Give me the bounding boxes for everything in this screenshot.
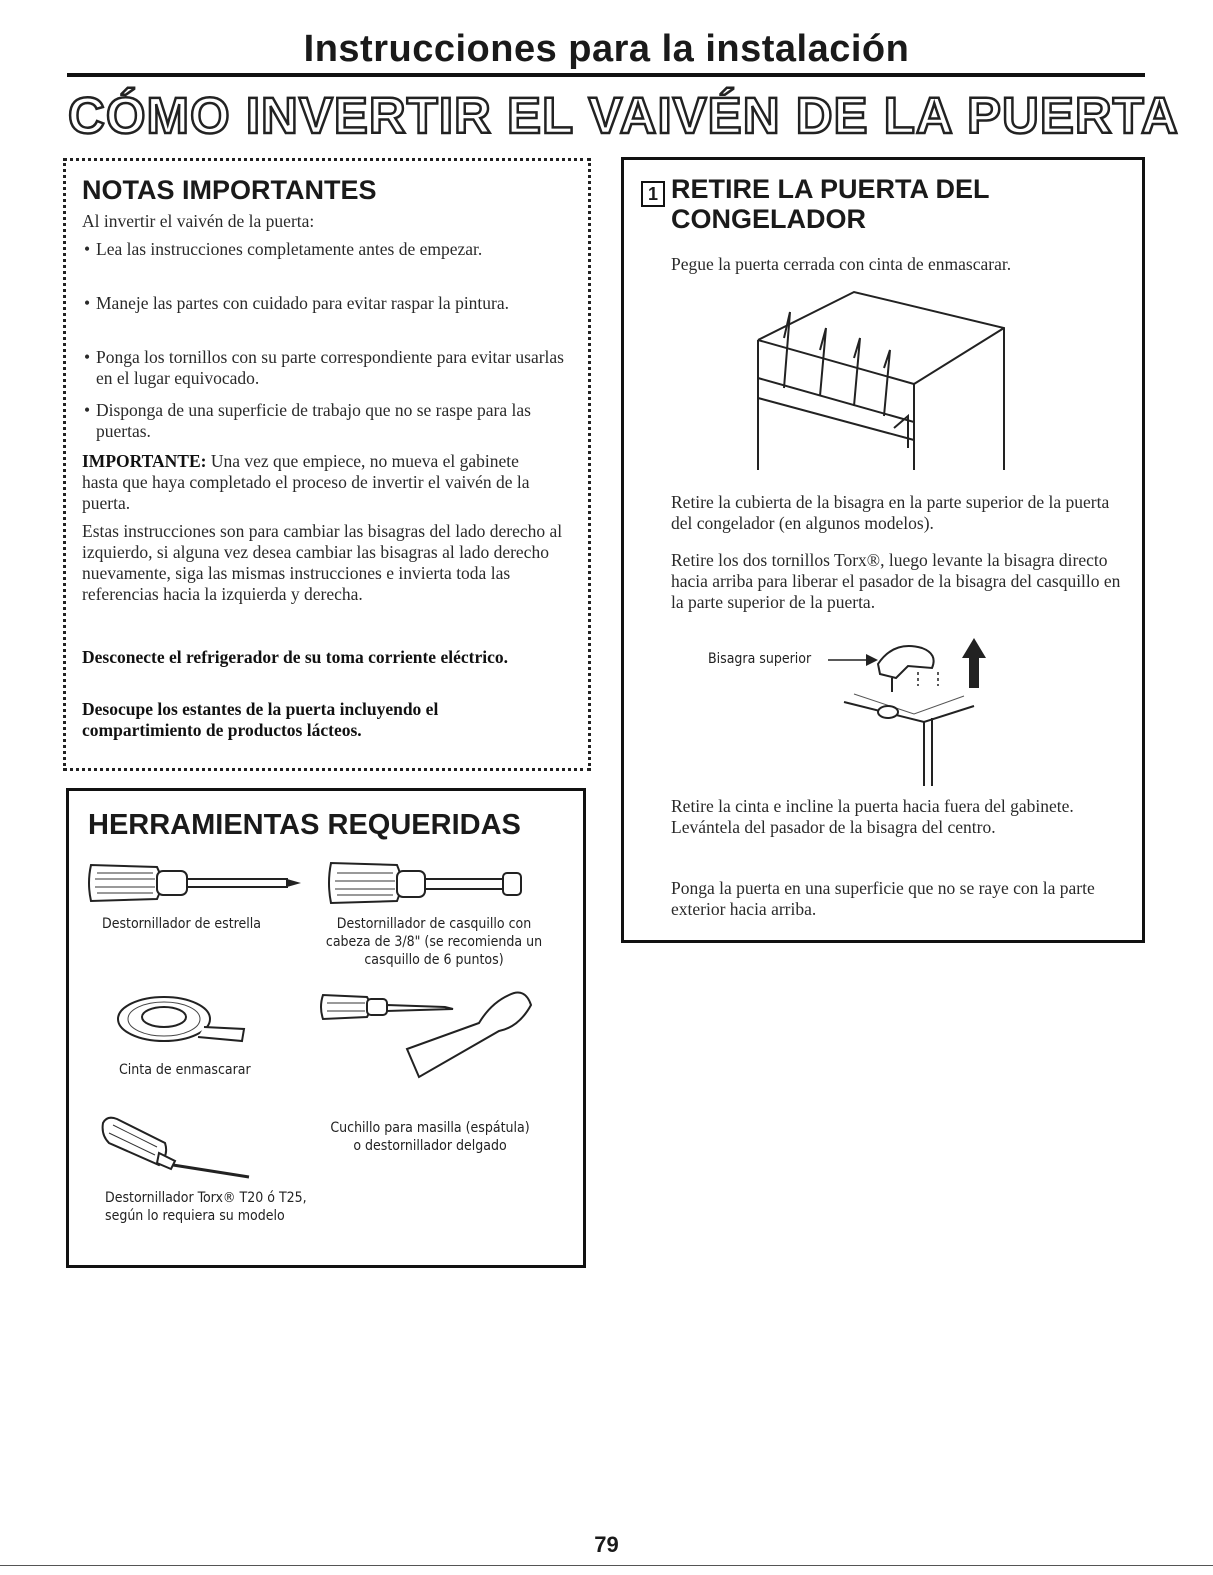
- bullet-dot-icon: •: [84, 347, 91, 367]
- phillips-screwdriver-icon: [87, 859, 303, 907]
- top-hinge-illustration: [814, 630, 1014, 790]
- socket-driver-icon: [327, 857, 527, 909]
- step-paragraph-cover: Retire la cubierta de la bisagra en la parte superior de la puerta del congelador (en algunos modelos).: [671, 492, 1110, 533]
- phillips-caption: Destornillador de estrella: [102, 916, 261, 932]
- notes-warning-shelves: Desocupe los estantes de la puerta incluyendo el compartimiento de productos lácteos.: [82, 699, 439, 740]
- taped-freezer-door-illustration: [744, 288, 1014, 474]
- notes-bullet: [84, 239, 570, 260]
- bullet-dot-icon: •: [84, 293, 91, 313]
- step-title: RETIRE LA PUERTA DEL CONGELADOR: [671, 174, 990, 234]
- socket-caption: Destornillador de casquillo con cabeza de 3/8" (se recomienda un casquillo de 6 puntos): [325, 916, 543, 968]
- notes-paragraph: Estas instrucciones son para cambiar las bisagras del lado derecho al izquierdo, si alguna vez desea cambiar las bisagras al lado derecho nuevamente, siga las mismas instrucciones e invierta toda las referencias hacia la izquierda y derecha.: [82, 521, 563, 604]
- page-header-title: Instrucciones para la instalación: [303, 28, 910, 70]
- putty-knife-icon: [319, 987, 539, 1097]
- step-paragraph-tilt: Retire la cinta e incline la puerta hacia fuera del gabinete. Levántela del pasador de la bisagra del centro.: [671, 796, 1074, 837]
- notes-important: [82, 451, 542, 514]
- putty-knife-caption: Cuchillo para masilla (espátula) o destornillador delgado: [330, 1120, 530, 1154]
- important-text: Una vez que empiece, no mueva el gabinete hasta que haya completado el proceso de invertir el vaivén de la puerta.: [82, 451, 530, 513]
- step-number: 1: [641, 181, 665, 207]
- notes-warning-disconnect: Desconecte el refrigerador de su toma corriente eléctrico.: [82, 647, 508, 667]
- bullet-text: Ponga los tornillos con su parte correspondiente para evitar usarlas en el lugar equivocado.: [96, 347, 564, 388]
- step-paragraph-screws: Retire los dos tornillos Torx®, luego levante la bisagra directo hacia arriba para liberar el pasador de la bisagra del casquillo en la parte superior de la puerta.: [671, 550, 1121, 612]
- bullet-text: Lea las instrucciones completamente antes de empezar.: [96, 239, 483, 259]
- masking-tape-icon: [114, 991, 254, 1049]
- bullet-dot-icon: •: [84, 400, 91, 420]
- step-paragraph-tape: Pegue la puerta cerrada con cinta de enmascarar.: [671, 254, 1012, 274]
- important-notes-box: [63, 158, 591, 771]
- bullet-dot-icon: •: [84, 239, 91, 259]
- notes-bullet: [84, 400, 556, 442]
- bullet-text: Disponga de una superficie de trabajo que no se raspe para las puertas.: [96, 400, 531, 441]
- torx-caption: Destornillador Torx® T20 ó T25, según lo requiera su modelo: [105, 1190, 307, 1224]
- important-label: IMPORTANTE:: [82, 451, 207, 471]
- notes-intro: Al invertir el vaivén de la puerta:: [82, 211, 315, 231]
- notes-bullet: [84, 347, 572, 389]
- tools-heading: HERRAMIENTAS REQUERIDAS: [88, 809, 521, 841]
- section-title: CÓMO INVERTIR EL VAIVÉN DE LA PUERTA: [68, 87, 1179, 144]
- bullet-text: Maneje las partes con cuidado para evitar raspar la pintura.: [96, 293, 510, 313]
- bottom-rule: [0, 1565, 1213, 1566]
- step-paragraph-surface: Ponga la puerta en una superficie que no se raye con la parte exterior hacia arriba.: [671, 878, 1095, 919]
- torx-screwdriver-icon: [99, 1113, 259, 1183]
- step-1-box: [621, 157, 1145, 943]
- header-rule: [67, 73, 1145, 77]
- required-tools-box: [66, 788, 586, 1268]
- notes-heading: NOTAS IMPORTANTES: [82, 175, 377, 205]
- notes-bullet: [84, 293, 570, 314]
- page-number: 79: [594, 1532, 619, 1557]
- hinge-label: Bisagra superior: [708, 651, 812, 667]
- tape-caption: Cinta de enmascarar: [119, 1062, 251, 1078]
